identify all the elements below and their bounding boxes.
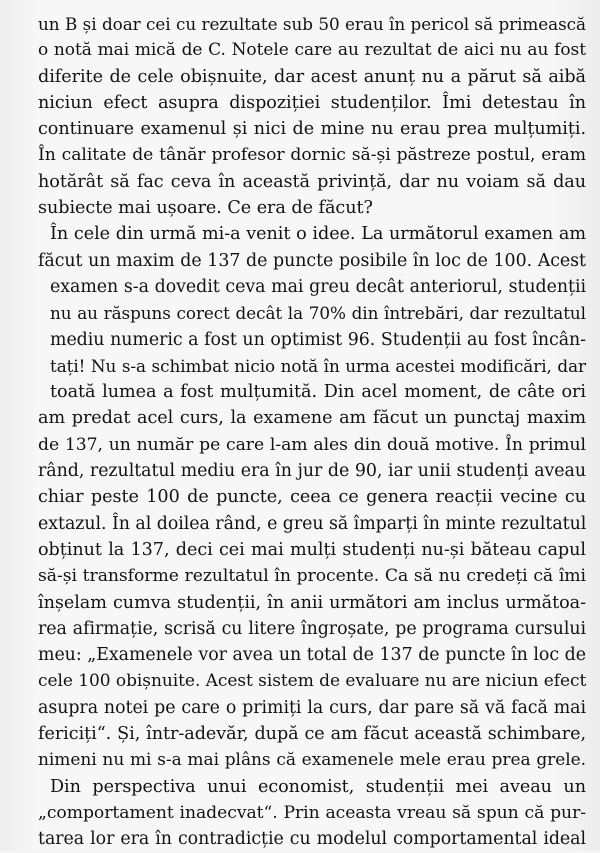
text-line: chiar peste 100 de puncte, ceea ce genera reacții vecine cu: [38, 487, 586, 508]
text-line: o notă mai mică de C. Notele care au rezultat de aici nu au fost: [38, 40, 586, 61]
text-line: niciun efect asupra dispoziției studenților. Îmi detestau în: [38, 92, 586, 113]
text-line: „comportament inadecvat“. Prin aceasta vreau să spun că pur-: [38, 802, 586, 823]
text-line: asupra notei pe care o primiți la curs, dar pare să vă facă mai: [38, 697, 586, 718]
paragraph-3: [38, 774, 586, 853]
text-line: hotărât să fac ceva în această privință, dar nu voiam să dau: [38, 171, 586, 192]
page-body-text: [38, 11, 586, 853]
text-line: tarea lor era în contradicție cu modelul comportamental ideal: [38, 829, 586, 850]
text-line: cele 100 obișnuite. Acest sistem de evaluare nu are niciun efect: [38, 671, 587, 692]
text-line: nu au răspuns corect decât la 70% din întrebări, dar rezultatul: [50, 303, 586, 324]
text-line: Din perspectiva unui economist, studenții mei aveau un: [50, 776, 586, 797]
paragraph-2: [38, 221, 586, 773]
text-line: am predat acel curs, la examene am făcut un punctaj maxim: [38, 408, 586, 429]
text-line: subiecte mai ușoare. Ce era de făcut?: [38, 198, 373, 219]
text-line: mediu numeric a fost un optimist 96. Studenții au fost încân-: [50, 329, 586, 350]
text-line: toată lumea a fost mulțumită. Din acel moment, de câte ori: [50, 382, 586, 403]
text-line: tați! Nu s-a schimbat nicio notă în urma acestei modificări, dar: [50, 355, 586, 376]
text-line: În cele din urmă mi-a venit o idee. La următorul examen am: [50, 224, 586, 245]
text-line: În calitate de tânăr profesor dornic să-și păstreze postul, eram: [38, 145, 586, 166]
text-line: fericiți“. Și, într-adevăr, după ce am făcut această schimbare,: [38, 724, 586, 745]
text-line: făcut un maxim de 137 de puncte posibile în loc de 100. Acest: [38, 250, 586, 271]
text-line: examen s-a dovedit ceva mai greu decât anteriorul, studenții: [50, 276, 586, 297]
text-line: un B și doar cei cu rezultate sub 50 erau în pericol să primească: [38, 14, 586, 34]
text-line: nimeni nu mi s-a mai plâns că examenele mele erau prea grele.: [38, 750, 586, 771]
text-line: de 137, un număr pe care l-am ales din două motive. În primul: [38, 434, 586, 455]
text-line: extazul. În al doilea rând, e greu să împarți în minte rezultatul: [38, 513, 587, 534]
text-line: rând, rezultatul mediu era în jur de 90, iar unii studenți aveau: [38, 461, 586, 482]
paragraph-1: [38, 11, 586, 221]
text-line: diferite de cele obișnuite, dar acest anunț nu a părut să aibă: [38, 66, 586, 87]
text-line: rea afirmație, scrisă cu litere îngroșate, pe programa cursului: [38, 618, 586, 639]
text-line: continuare examenul și nici de mine nu erau prea mulțumiți.: [38, 119, 586, 140]
text-line: obținut la 137, deci cei mai mulți studenți nu-și băteau capul: [38, 539, 586, 560]
text-line: înșelam cumva studenții, în anii următori am inclus următoa-: [38, 592, 586, 613]
text-line: să-și transforme rezultatul în procente. Ca să nu credeți că îmi: [38, 566, 586, 587]
text-line: meu: „Examenele vor avea un total de 137 de puncte în loc de: [38, 645, 586, 666]
